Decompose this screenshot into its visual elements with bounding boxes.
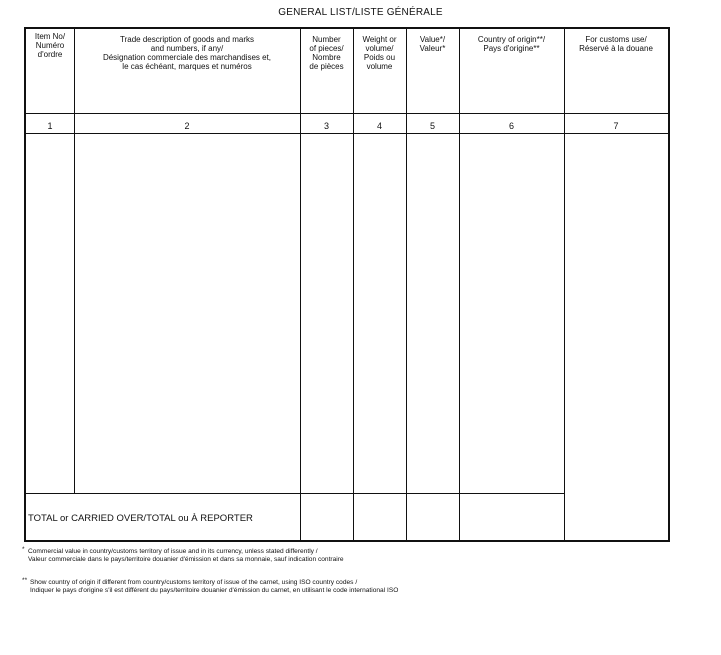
header-item-no: Item No/ Numéro d'ordre (34, 32, 66, 59)
header-pieces: Number of pieces/ Nombre de pièces (309, 35, 344, 71)
header-value: Value*/ Valeur* (419, 35, 446, 53)
col-divider-1 (74, 29, 75, 494)
header-divider (26, 113, 668, 114)
column-number-7: 7 (613, 121, 619, 131)
footnote-text: Show country of origin if different from country/customs territory of issue of the carnet, using ISO country codes / Indiquer le pays d'origine s'il est différent du pays/territoire douanier d'émission du carnet, en utilisant le code international ISO (30, 579, 399, 594)
footnote-text: Commercial value in country/customs territory of issue and in its currency, unless stated differently / Valeur commerciale dans le pays/territoire douanier d'émission et dans sa monnaie, sauf indication contraire (28, 548, 344, 563)
column-number-divider (26, 133, 668, 134)
col-divider-6 (564, 29, 565, 540)
column-number-6: 6 (508, 121, 514, 131)
general-list-table (24, 27, 670, 542)
column-number-5: 5 (429, 121, 435, 131)
footnote-mark: ** (22, 577, 28, 584)
column-number-4: 4 (376, 121, 382, 131)
column-number-3: 3 (323, 121, 329, 131)
col-divider-5 (459, 29, 460, 540)
column-number-1: 1 (47, 121, 53, 131)
page-title: GENERAL LIST/LISTE GÉNÉRALE (278, 7, 443, 18)
header-description: Trade description of goods and marks and numbers, if any/ Désignation commerciale des marchandises et, le cas échéant, marques et numéros (102, 35, 272, 71)
column-number-2: 2 (184, 121, 190, 131)
header-country: Country of origin**/ Pays d'origine** (477, 35, 546, 53)
col-divider-3 (353, 29, 354, 540)
header-customs-use: For customs use/ Réservé à la douane (579, 35, 653, 53)
footnote-mark: * (22, 546, 25, 553)
header-weight: Weight or volume/ Poids ou volume (362, 35, 397, 71)
total-carried-over-label: TOTAL or CARRIED OVER/TOTAL ou À REPORTER (28, 513, 253, 524)
col-divider-4 (406, 29, 407, 540)
col-divider-2 (300, 29, 301, 540)
total-row-divider (26, 493, 564, 494)
